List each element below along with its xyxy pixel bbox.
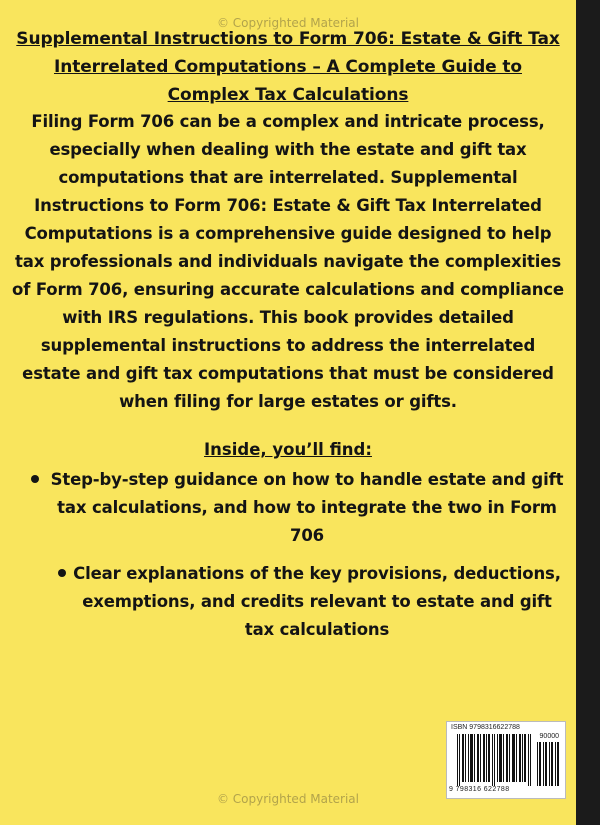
bullet-icon (31, 475, 39, 483)
inside-subheading: Inside, you’ll find: (204, 440, 372, 459)
bullet-icon (58, 569, 66, 577)
feature-text: Step-by-step guidance on how to handle estate and gift tax calculations, and how to integrate the two in Form 706 (50, 470, 564, 545)
feature-text: Clear explanations of the key provisions, deductions, exemptions, and credits relevant to estate and gift tax calculations (73, 564, 561, 639)
ean-digits: 9 798316 622788 (449, 786, 510, 793)
addon-barcode-icon (537, 742, 559, 786)
price-code: 90000 (539, 733, 559, 740)
watermark-top: © Copyrighted Material (216, 16, 359, 30)
feature-item (0, 560, 576, 644)
barcode-bars-icon (457, 734, 531, 786)
watermark-bottom: © Copyrighted Material (216, 792, 359, 806)
cover-edge-strip (576, 0, 600, 825)
book-title: Supplemental Instructions to Form 706: Estate & Gift Tax Interrelated Computations – A Complete Guide to Complex Tax Calculations (16, 29, 560, 105)
isbn-label: ISBN 9798316622788 (451, 724, 520, 731)
feature-list (0, 466, 576, 644)
feature-item (0, 466, 576, 550)
isbn-barcode (446, 721, 566, 799)
description-paragraph: Filing Form 706 can be a complex and intricate process, especially when dealing with the estate and gift tax computations that are interrelated. Supplemental Instructions to Form 706: Estate & Gift Tax Interrelated Computations is a comprehensive guide designed to help tax professionals and individuals navigate the complexities of Form 706, ensuring accurate calculations and compliance with IRS regulations. This book provides detailed supplemental instructions to address the interrelated estate and gift tax computations that must be considered when filing for large estates or gifts. (12, 112, 564, 411)
